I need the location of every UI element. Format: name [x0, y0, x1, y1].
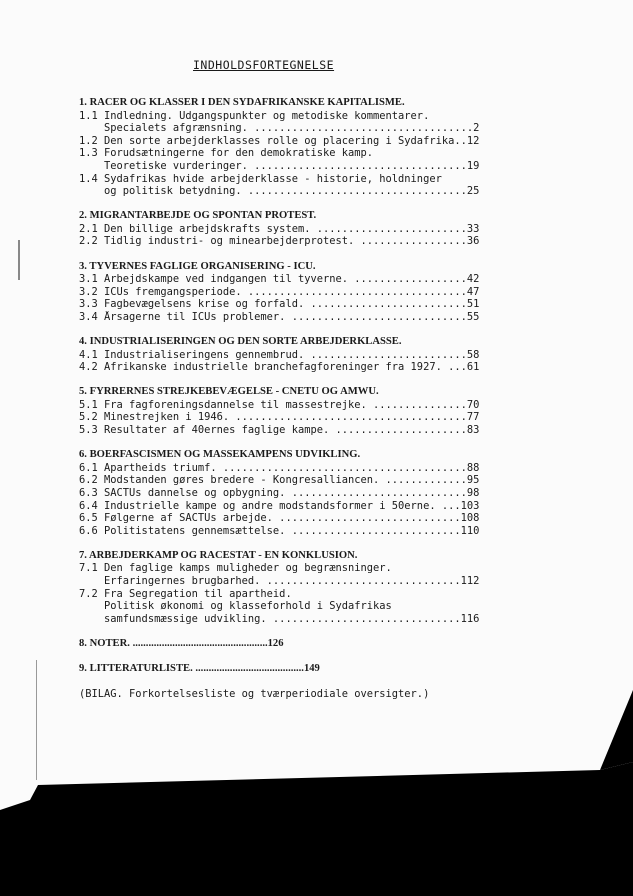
toc-entry: 4.1 Industrialiseringens gennembrud. .........................58 [79, 348, 480, 361]
scan-artifact-mark [36, 660, 37, 780]
toc-entry: 7.1 Den faglige kamps muligheder og begrænsninger. [79, 562, 392, 575]
toc-entry: Teoretiske vurderinger. ..................................19 [79, 159, 480, 172]
toc-entry: 6.3 SACTUs dannelse og opbygning. ............................98 [79, 486, 480, 499]
toc-entry: 4.2 Afrikanske industrielle branchefagforeninger fra 1927. ...61 [79, 361, 480, 374]
scan-artifact-mark [18, 240, 20, 280]
toc-entry: 3.2 ICUs fremgangsperiode. ...................................47 [79, 285, 480, 298]
toc-entry: Politisk økonomi og klasseforhold i Sydafrikas [79, 600, 392, 613]
toc-section-3 [79, 261, 489, 324]
toc-entry: 6.6 Politistatens gennemsættelse. ...........................110 [79, 524, 480, 537]
toc-section-7 [79, 550, 489, 626]
scan-shadow-shape [0, 762, 633, 896]
toc-entry: 6.4 Industrielle kampe og andre modstandsformer i 50erne. ...103 [79, 499, 480, 512]
section-heading: 7. ARBEJDERKAMP OG RACESTAT - EN KONKLUSION. [79, 549, 358, 561]
toc-entry: 6.2 Modstanden gøres bredere - Kongresalliancen. .............95 [79, 474, 480, 487]
toc-entry: 3.1 Arbejdskampe ved indgangen til tyverne. ..................42 [79, 273, 480, 286]
toc-entry: 3.3 Fagbevægelsens krise og forfald. .........................51 [79, 298, 480, 311]
section-heading: 1. RACER OG KLASSER I DEN SYDAFRIKANSKE KAPITALISME. [79, 97, 405, 108]
section-heading: 5. FYRRERNES STREJKEBEVÆGELSE - CNETU OG AMWU. [79, 386, 379, 398]
toc-entry: 1.4 Sydafrikas hvide arbejderklasse - historie, holdninger [79, 172, 442, 185]
toc-entry: 5.3 Resultater af 40ernes faglige kampe. .....................83 [79, 424, 480, 437]
toc-entry: 1.2 Den sorte arbejderklasses rolle og placering i Sydafrika..12 [79, 134, 480, 147]
toc-entry: 3.4 Årsagerne til ICUs problemer. ............................55 [79, 310, 480, 323]
toc-entry: Specialets afgrænsning. ...................................2 [79, 122, 480, 135]
toc-entry: 2.1 Den billige arbejdskrafts system. ........................33 [79, 222, 480, 235]
toc-entry: 7.2 Fra Segregation til apartheid. [79, 587, 292, 600]
toc-section-6 [79, 449, 489, 537]
document-title: INDHOLDSFORTEGNELSE [193, 58, 335, 72]
section-heading: 2. MIGRANTARBEJDE OG SPONTAN PROTEST. [79, 210, 317, 222]
toc-entry: og politisk betydning. ...................................25 [79, 185, 480, 198]
section-heading: 3. TYVERNES FAGLIGE ORGANISERING - ICU. [79, 260, 316, 272]
toc-entry: Erfaringernes brugbarhed. ...............................112 [79, 575, 480, 587]
appendix-note: (BILAG. Forkortelsesliste og tværperiodiale oversigter.) [79, 688, 430, 701]
section-heading: 4. INDUSTRIALISERINGEN OG DEN SORTE ARBEJDERKLASSE. [79, 336, 402, 347]
toc-section-4 [79, 336, 489, 374]
toc-entry: 5.1 Fra fagforeningsdannelse til massestrejke. ...............70 [79, 398, 480, 411]
section-heading: 9. LITTERATURLISTE. .........................................149 [79, 662, 320, 674]
toc-entry: 1.3 Forudsætningerne for den demokratiske kamp. [79, 147, 374, 160]
section-heading: 6. BOERFASCISMEN OG MASSEKAMPENS UDVIKLING. [79, 449, 361, 461]
toc-entry: 6.1 Apartheids triumf. .......................................88 [79, 461, 480, 474]
toc-section-5 [79, 386, 489, 436]
toc-entry: 1.1 Indledning. Udgangspunkter og metodiske kommentarer. [79, 109, 430, 122]
toc-entry: 6.5 Følgerne af SACTUs arbejde. .............................108 [79, 512, 480, 525]
toc-entry: samfundsmæssige udvikling. ..............................116 [79, 612, 480, 625]
toc-entry: 5.2 Minestrejken i 1946. .....................................77 [79, 411, 480, 424]
toc-entry: 2.2 Tidlig industri- og minearbejderprotest. .................36 [79, 235, 480, 248]
toc-section-1 [79, 97, 489, 198]
scan-shadow-shape [600, 690, 633, 770]
table-of-contents [79, 97, 489, 701]
section-heading: 8. NOTER. ...................................................126 [79, 637, 284, 649]
toc-section-9 [79, 663, 489, 676]
toc-section-2 [79, 210, 489, 248]
toc-section-8 [79, 638, 489, 651]
